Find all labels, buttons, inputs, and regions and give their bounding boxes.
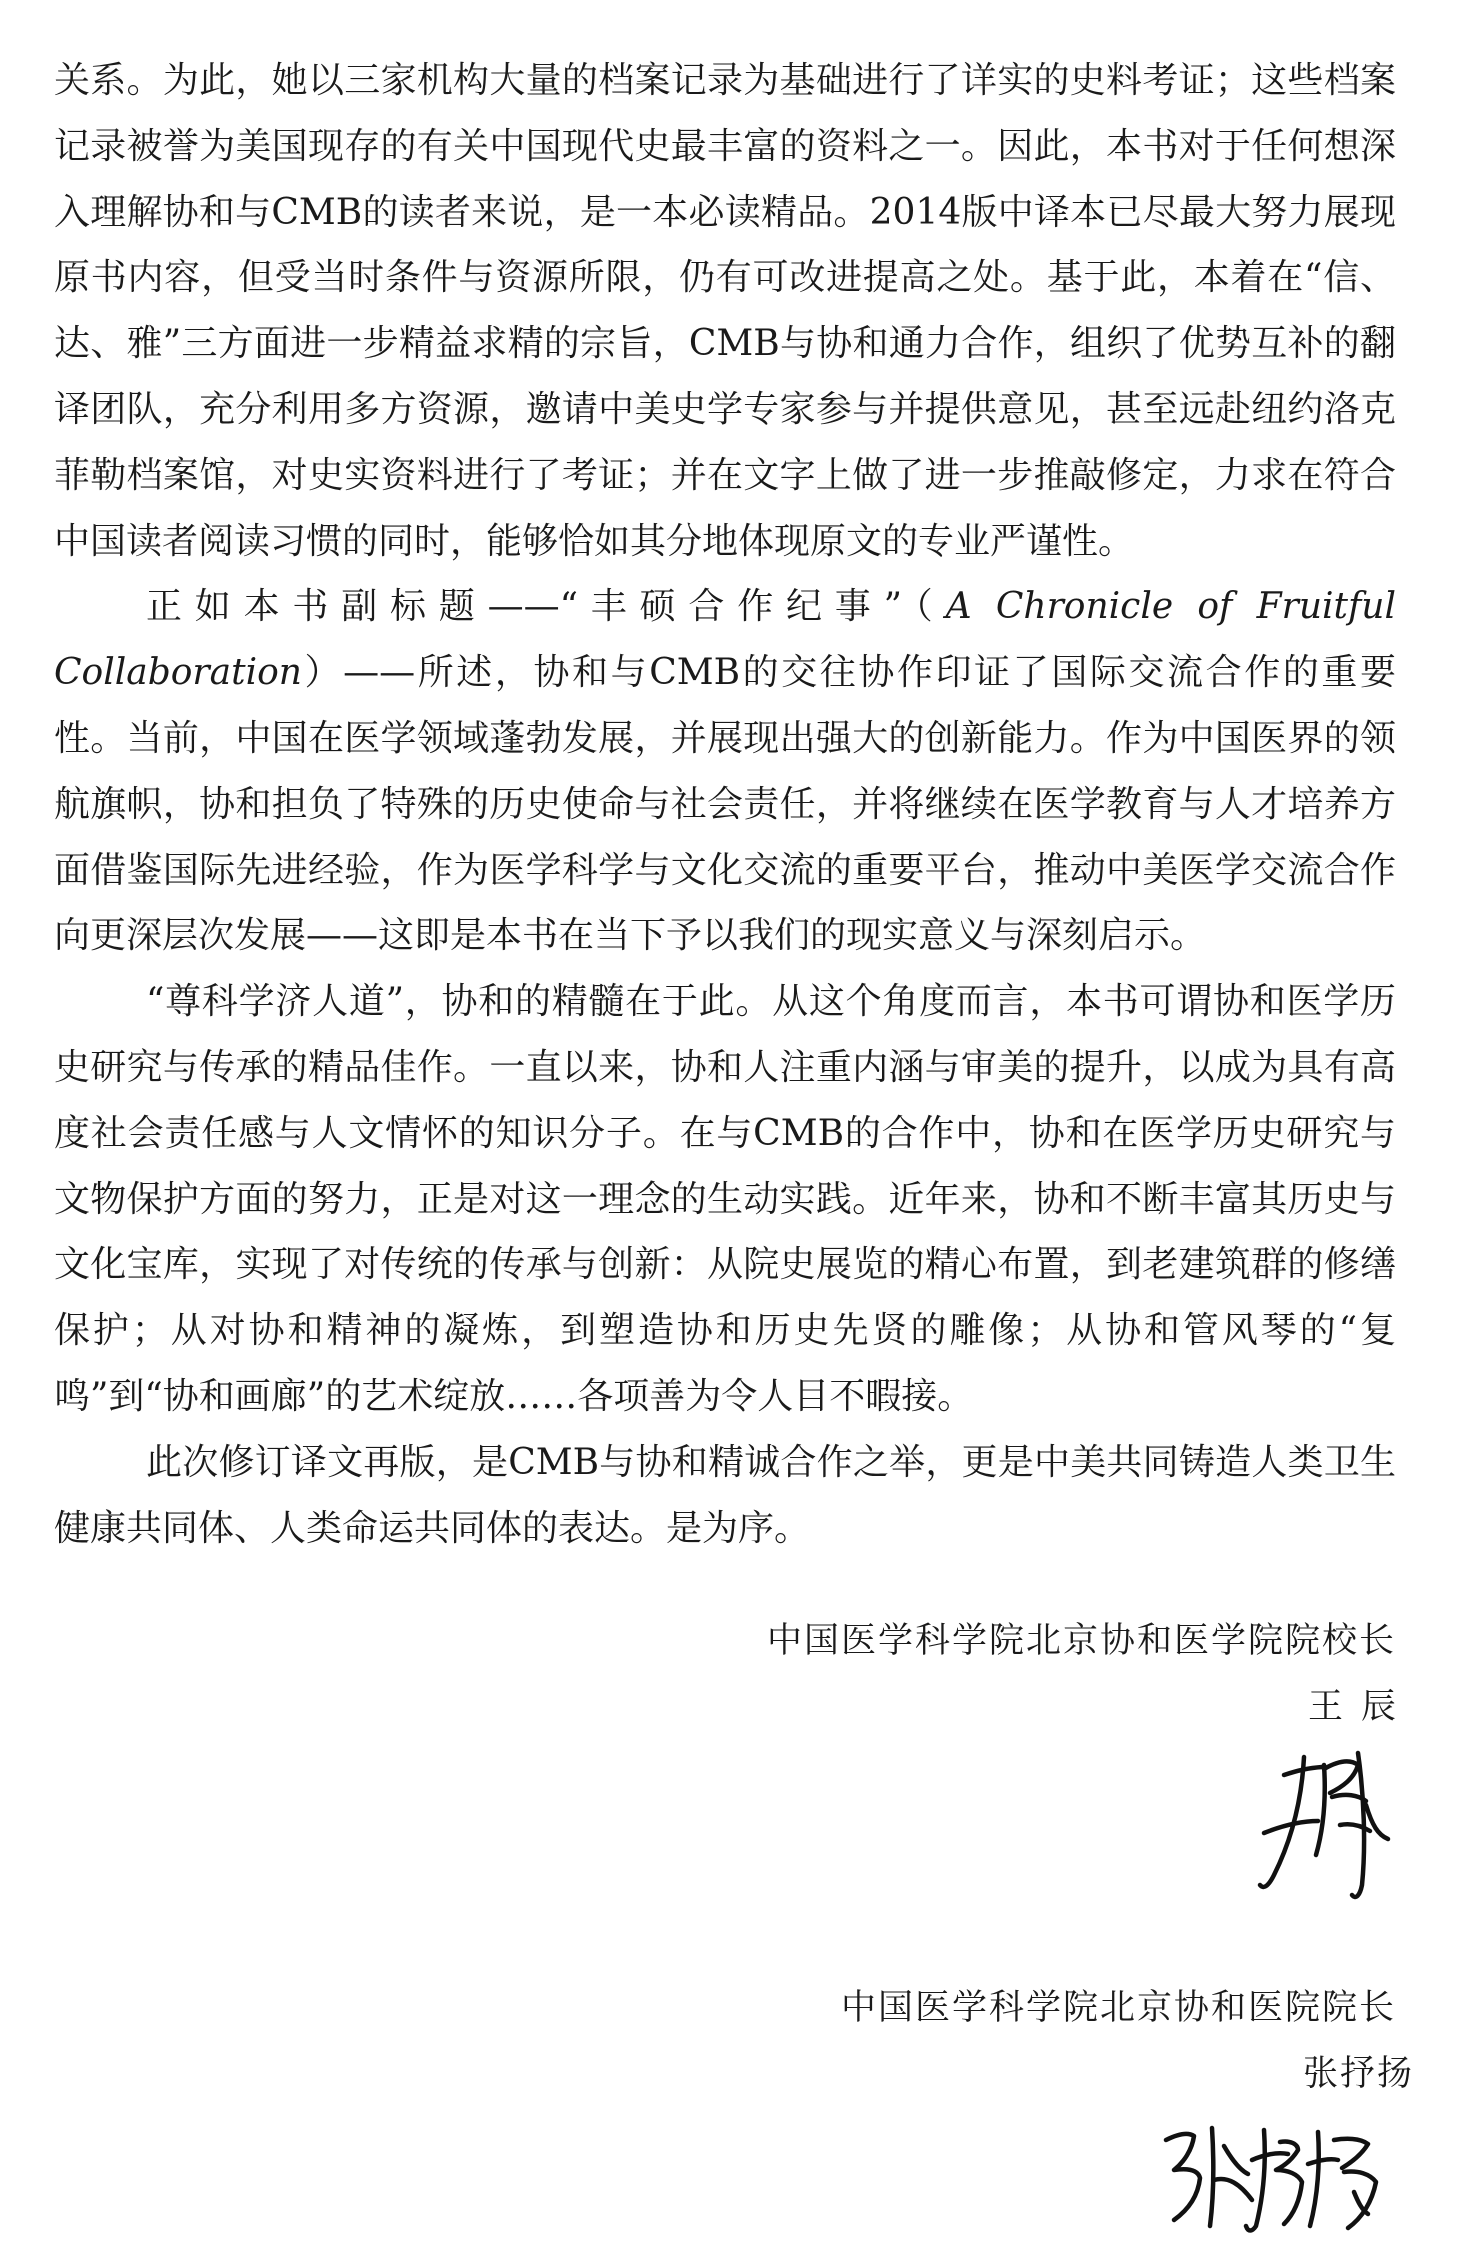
paragraph [54, 1430, 1396, 1562]
text-segment: 关系。为此，她以三家机构大量的档案记录为基础进行了详实的史料考证；这些档案记录被誉为美国现存的有关中国现代史最丰富的资料之一。因此，本书对于任何想深入理解协和与CMB的读者来说，是一本必读精品。2014版中译本已尽最大努力展现原书内容，但受当时条件与资源所限，仍有可改进提高之处。基于此，本着在“信、达、雅”三方面进一步精益求精的宗旨，CMB与协和通力合作，组织了优势互补的翻译团队，充分利用多方资源，邀请中美史学专家参与并提供意见，甚至远赴纽约洛克菲勒档案馆，对史实资料进行了考证；并在文字上做了进一步推敲修定，力求在符合中国读者阅读习惯的同时，能够恰如其分地体现原文的专业严谨性。 [54, 60, 1396, 562]
text-segment: ）——所述，协和与CMB的交往协作印证了国际交流合作的重要性。当前，中国在医学领域蓬勃发展，并展现出强大的创新能力。作为中国医界的领航旗帜，协和担负了特殊的历史使命与社会责任，并将继续在医学教育与人才培养方面借鉴国际先进经验，作为医学科学与文化交流的重要平台，推动中美医学交流合作向更深层次发展——这即是本书在当下予以我们的现实意义与深刻启示。 [54, 652, 1396, 957]
paragraph [54, 969, 1396, 1430]
text-segment: 此次修订译文再版，是CMB与协和精诚合作之举，更是中美共同铸造人类卫生健康共同体、人类命运共同体的表达。是为序。 [54, 1441, 1396, 1549]
signatory-block-2 [840, 1975, 1414, 2107]
text-segment: 正如本书副标题——“丰硕合作纪事”（ [146, 586, 946, 628]
text-segment: “尊科学济人道”，协和的精髓在于此。从这个角度而言，本书可谓协和医学历史研究与传承的精品佳作。一直以来，协和人注重内涵与审美的提升，以成为具有高度社会责任感与人文情怀的知识分子。在与CMB的合作中，协和在医学历史研究与文物保护方面的努力，正是对这一理念的生动实践。近年来，协和不断丰富其历史与文化宝库，实现了对传统的传承与创新：从院史展览的精心布置，到老建筑群的修缮保护；从对协和精神的凝炼，到塑造协和历史先贤的雕像；从协和管风琴的“复鸣”到“协和画廊”的艺术绽放……各项善为令人目不暇接。 [54, 981, 1396, 1417]
signatory-title: 中国医学科学院北京协和医院院长 [840, 1988, 1396, 2028]
signatory-name: 王辰 [1307, 1687, 1414, 1727]
handwritten-signature-1 [1254, 1735, 1404, 1905]
signatory-block-1 [766, 1608, 1414, 1740]
body-text [54, 48, 1396, 1561]
signatory-title: 中国医学科学院北京协和医学院院校长 [766, 1621, 1396, 1661]
italic-text-segment: A Chronicle of Fruitful Collaboration [54, 586, 1397, 694]
signatory-name: 张抒扬 [1302, 2054, 1414, 2094]
paragraph [54, 48, 1396, 574]
handwritten-signature-2 [1148, 2110, 1398, 2240]
paragraph [54, 574, 1396, 969]
